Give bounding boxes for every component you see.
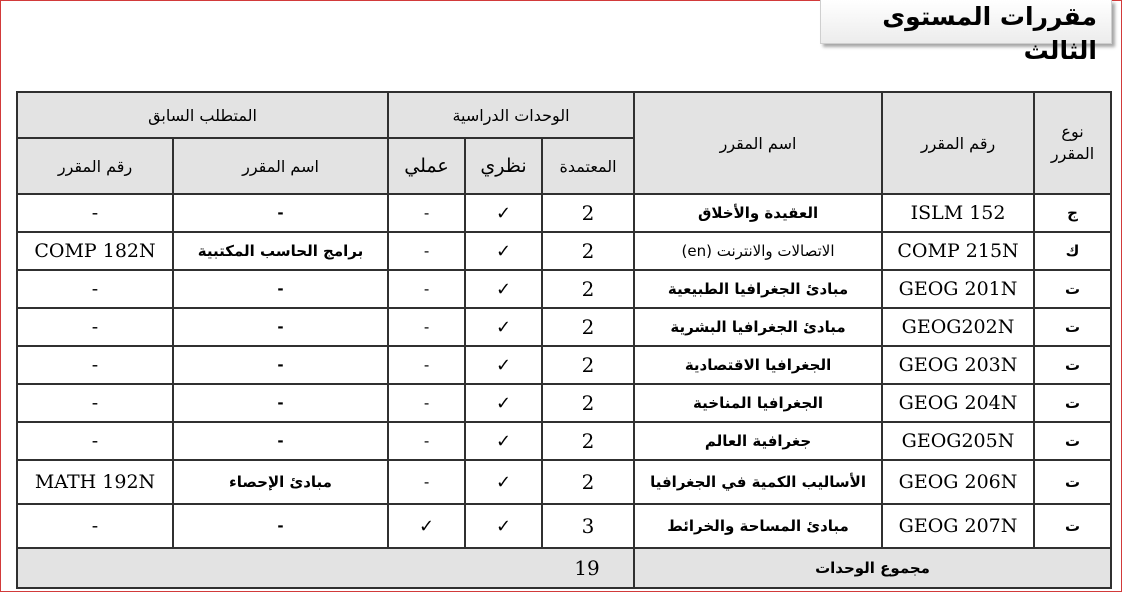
cell-practical: - [388, 460, 465, 504]
cell-practical: ✓ [388, 504, 465, 548]
cell-theory: ✓ [465, 232, 542, 270]
cell-prereq-name: - [173, 504, 388, 548]
cell-credit: 2 [542, 422, 634, 460]
cell-name: الجغرافيا المناخية [634, 384, 882, 422]
cell-prereq-name: مبادئ الإحصاء [173, 460, 388, 504]
cell-prereq-code: MATH 192N [17, 460, 173, 504]
cell-credit: 2 [542, 232, 634, 270]
cell-practical: - [388, 384, 465, 422]
cell-practical: - [388, 346, 465, 384]
cell-type: ك [1034, 232, 1111, 270]
cell-credit: 2 [542, 308, 634, 346]
header-theory: نظري [465, 138, 542, 194]
cell-name: مبادئ الجغرافيا البشرية [634, 308, 882, 346]
cell-prereq-code: - [17, 422, 173, 460]
cell-type: ت [1034, 384, 1111, 422]
cell-prereq-name: - [173, 422, 388, 460]
header-name: اسم المقرر [634, 92, 882, 194]
cell-name: الاتصالات والانترنت (en) [634, 232, 882, 270]
cell-prereq-name: - [173, 194, 388, 232]
cell-prereq-code: - [17, 270, 173, 308]
cell-type: ت [1034, 422, 1111, 460]
courses-table [16, 91, 1112, 589]
cell-prereq-name: برامج الحاسب المكتبية [173, 232, 388, 270]
cell-code: GEOG 206N [882, 460, 1034, 504]
total-row [17, 548, 1111, 588]
cell-code: GEOG 207N [882, 504, 1034, 548]
cell-code: GEOG 203N [882, 346, 1034, 384]
table-row [17, 232, 1111, 270]
cell-credit: 2 [542, 270, 634, 308]
cell-credit: 2 [542, 384, 634, 422]
cell-practical: - [388, 232, 465, 270]
cell-credit: 2 [542, 194, 634, 232]
total-label: مجموع الوحدات [634, 548, 1111, 588]
cell-code: GEOG205N [882, 422, 1034, 460]
header-prereq-code: رقم المقرر [17, 138, 173, 194]
table-row [17, 346, 1111, 384]
cell-prereq-name: - [173, 384, 388, 422]
cell-prereq-code: - [17, 194, 173, 232]
table-row [17, 504, 1111, 548]
header-practical: عملي [388, 138, 465, 194]
cell-name: الأساليب الكمية في الجغرافيا [634, 460, 882, 504]
header-credit: المعتمدة [542, 138, 634, 194]
cell-practical: - [388, 194, 465, 232]
cell-code: COMP 215N [882, 232, 1034, 270]
header-type: نوع المقرر [1034, 92, 1111, 194]
cell-theory: ✓ [465, 346, 542, 384]
cell-credit: 3 [542, 504, 634, 548]
cell-theory: ✓ [465, 504, 542, 548]
cell-type: ت [1034, 270, 1111, 308]
cell-theory: ✓ [465, 270, 542, 308]
total-value: 19 [574, 556, 600, 580]
cell-name: العقيدة والأخلاق [634, 194, 882, 232]
cell-code: ISLM 152 [882, 194, 1034, 232]
cell-prereq-code: - [17, 504, 173, 548]
cell-theory: ✓ [465, 194, 542, 232]
cell-theory: ✓ [465, 384, 542, 422]
cell-prereq-code: COMP 182N [17, 232, 173, 270]
cell-credit: 2 [542, 346, 634, 384]
header-prereq-name: اسم المقرر [173, 138, 388, 194]
cell-code: GEOG 201N [882, 270, 1034, 308]
cell-prereq-name: - [173, 308, 388, 346]
table-row [17, 308, 1111, 346]
cell-theory: ✓ [465, 422, 542, 460]
cell-name: مبادئ الجغرافيا الطبيعية [634, 270, 882, 308]
cell-prereq-code: - [17, 384, 173, 422]
cell-code: GEOG202N [882, 308, 1034, 346]
table-row [17, 460, 1111, 504]
cell-credit: 2 [542, 460, 634, 504]
cell-prereq-code: - [17, 308, 173, 346]
table-row [17, 384, 1111, 422]
table-row [17, 194, 1111, 232]
cell-name: مبادئ المساحة والخرائط [634, 504, 882, 548]
cell-practical: - [388, 422, 465, 460]
cell-type: ت [1034, 504, 1111, 548]
header-units: الوحدات الدراسية [388, 92, 634, 138]
cell-name: جغرافية العالم [634, 422, 882, 460]
cell-type: ج [1034, 194, 1111, 232]
cell-type: ت [1034, 308, 1111, 346]
header-row-1 [17, 92, 1111, 138]
cell-prereq-name: - [173, 270, 388, 308]
header-prereq: المتطلب السابق [17, 92, 388, 138]
table-row [17, 422, 1111, 460]
total-value-cell [17, 548, 634, 588]
cell-type: ت [1034, 346, 1111, 384]
cell-theory: ✓ [465, 460, 542, 504]
table-row [17, 270, 1111, 308]
page-title: مقررات المستوى الثالث [820, 0, 1112, 44]
cell-prereq-name: - [173, 346, 388, 384]
header-code: رقم المقرر [882, 92, 1034, 194]
cell-prereq-code: - [17, 346, 173, 384]
cell-name: الجغرافيا الاقتصادية [634, 346, 882, 384]
cell-code: GEOG 204N [882, 384, 1034, 422]
cell-practical: - [388, 270, 465, 308]
cell-practical: - [388, 308, 465, 346]
cell-theory: ✓ [465, 308, 542, 346]
cell-type: ت [1034, 460, 1111, 504]
